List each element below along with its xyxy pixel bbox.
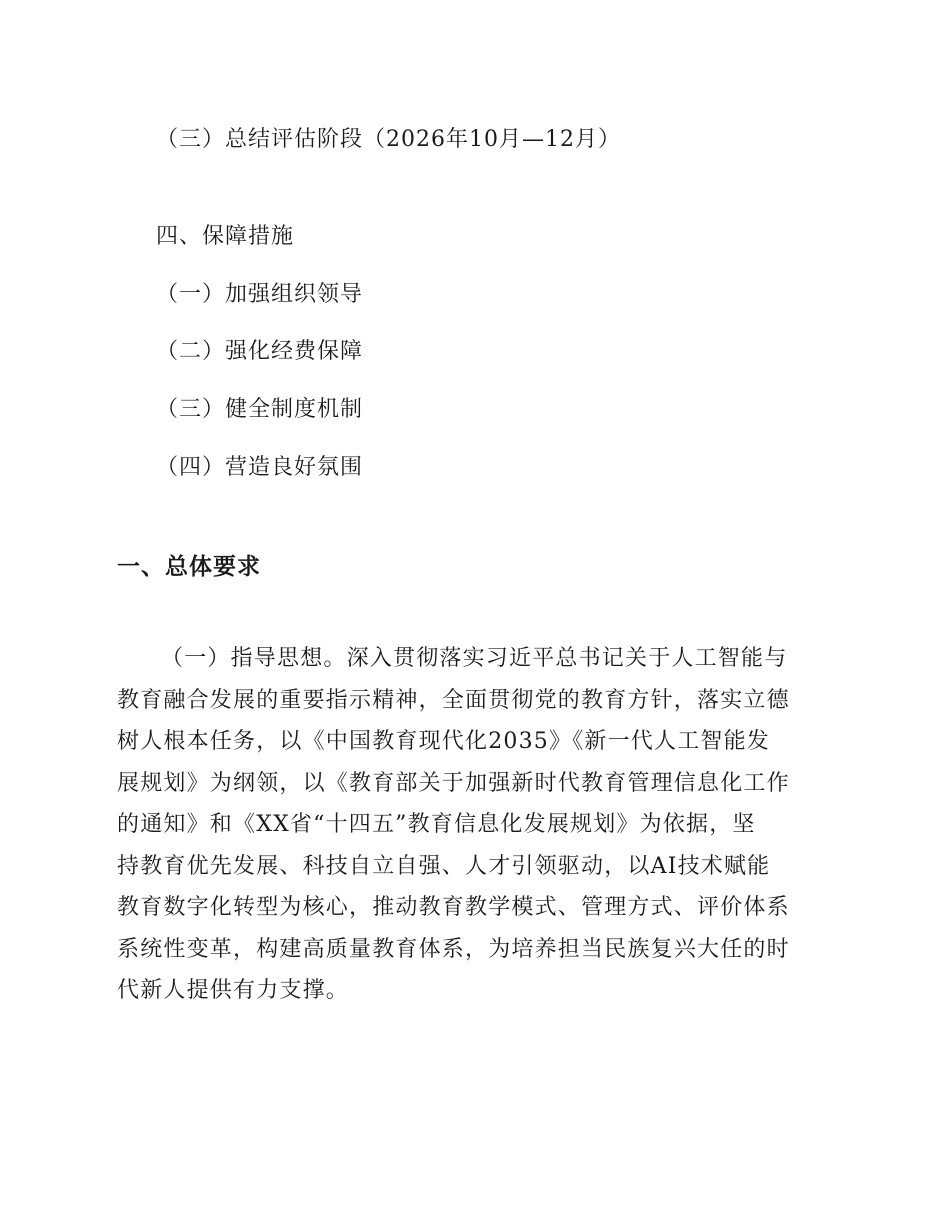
stage-3-line: （三）总结评估阶段（2026年10月—12月） xyxy=(156,127,621,152)
measure-item: （三）健全制度机制 xyxy=(156,397,364,422)
measure-item: （一）加强组织领导 xyxy=(156,282,364,307)
measure-item: （四）营造良好氛围 xyxy=(156,455,364,480)
paragraph-line: 教育数字化转型为核心，推动教育教学模式、管理方式、评价体系 xyxy=(117,895,790,920)
paragraph-line: 系统性变革，构建高质量教育体系，为培养担当民族复兴大任的时 xyxy=(117,936,790,962)
paragraph-line: 教育融合发展的重要指示精神，全面贯彻党的教育方针，落实立德 xyxy=(117,687,790,713)
section-1-heading: 一、总体要求 xyxy=(117,554,261,580)
paragraph-line: 树人根本任务，以《中国教育现代化2035》《新一代人工智能发 xyxy=(117,729,770,754)
paragraph-line: 持教育优先发展、科技自立自强、人才引领驱动，以AI技术赋能 xyxy=(117,853,771,879)
paragraph-line: 代新人提供有力支撑。 xyxy=(117,978,350,1003)
guiding-thought-paragraph xyxy=(117,638,842,1012)
paragraph-line: 的通知》和《XX省“十四五”教育信息化发展规划》为依据，坚 xyxy=(117,812,756,837)
paragraph-line: （一）指导思想。深入贯彻落实习近平总书记关于人工智能与 xyxy=(161,646,788,671)
section-4-title: 四、保障措施 xyxy=(156,224,295,249)
paragraph-line: 展规划》为纲领，以《教育部关于加强新时代教育管理信息化工作 xyxy=(117,770,790,796)
measure-item: （二）强化经费保障 xyxy=(156,339,364,364)
